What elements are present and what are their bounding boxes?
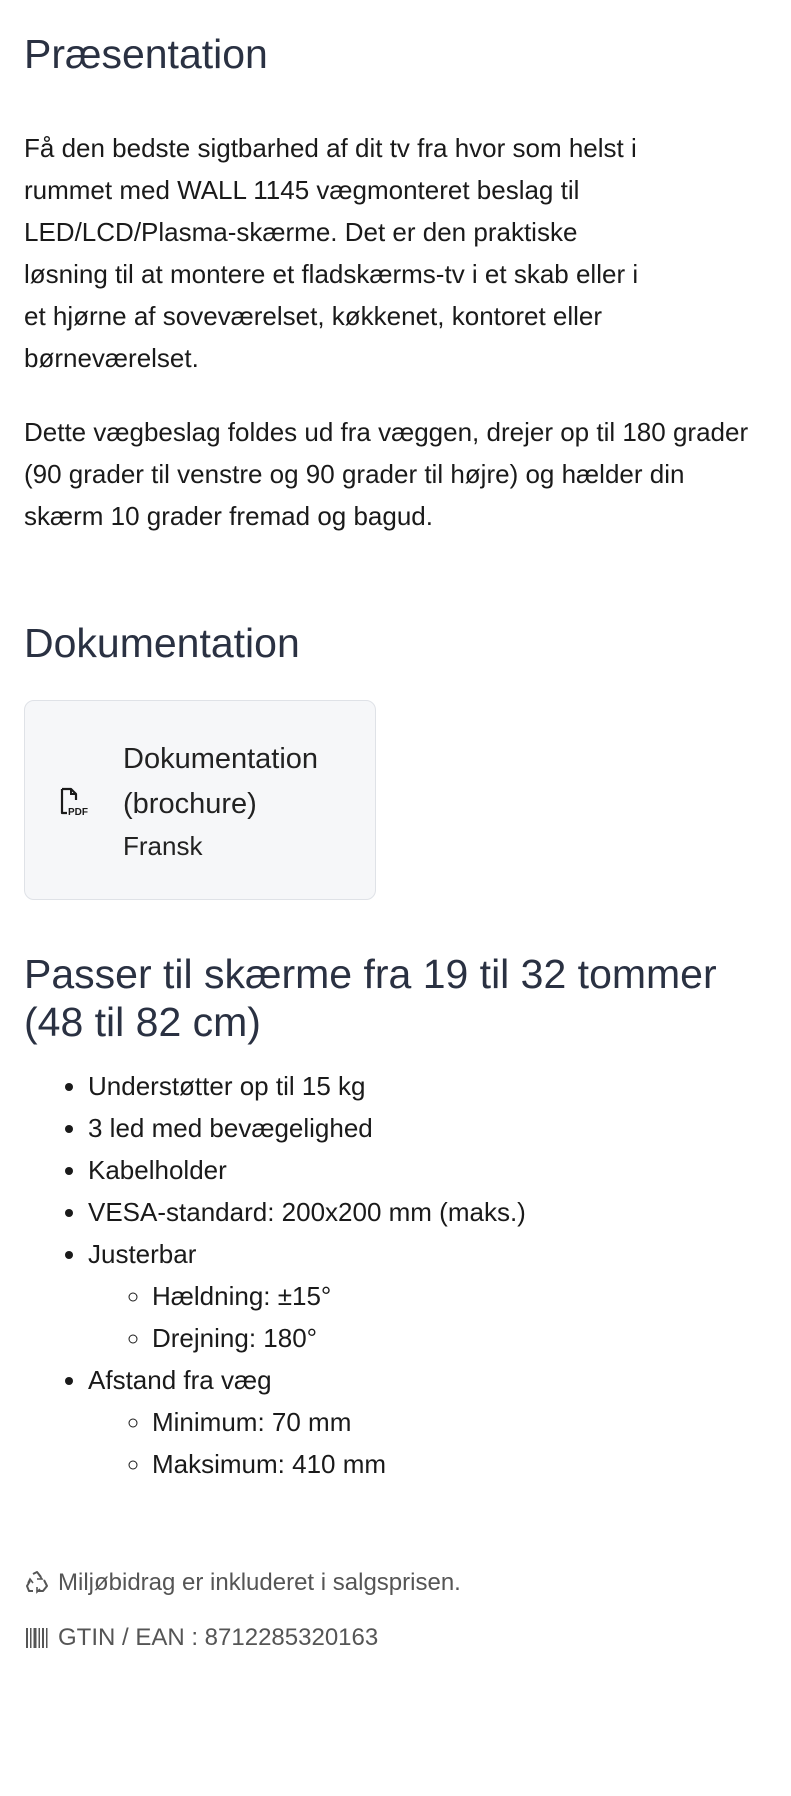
recycle-icon — [24, 1570, 50, 1596]
gtin-text: GTIN / EAN : 8712285320163 — [58, 1624, 379, 1651]
spec-item-label: 3 led med bevægelighed — [88, 1113, 373, 1143]
barcode-icon — [24, 1626, 50, 1650]
spec-item — [88, 1107, 526, 1149]
pdf-icon — [59, 787, 91, 817]
presentation-paragraph: Få den bedste sigtbarhed af dit tv fra hvor som helst i rummet med WALL 1145 vægmonteret beslag til LED/LCD/Plasma-skærme. Det er den praktiske løsning til at montere et fladskærms-tv i et skab eller i et hjørne af soveværelset, køkkenet, kontoret eller børneværelset. — [24, 133, 639, 373]
spec-sublist — [88, 1275, 526, 1359]
documentation-card[interactable] — [24, 700, 376, 900]
spec-item-label: Understøtter op til 15 kg — [88, 1071, 366, 1101]
spec-item — [88, 1359, 526, 1485]
fits-heading: Passer til skærme fra 19 til 32 tommer (48 til 82 cm) — [24, 951, 717, 1045]
documentation-title: Dokumentation (brochure) — [123, 743, 319, 820]
spec-subitem: ◦ Drejning: 180° — [152, 1317, 526, 1359]
documentation-language: Fransk — [123, 831, 203, 861]
spec-item-label: VESA-standard: 200x200 mm (maks.) — [88, 1197, 526, 1227]
presentation-paragraph: Dette vægbeslag foldes ud fra væggen, drejer op til 180 grader (90 grader til venstre og 90 grader til højre) og hælder din skærm 10 grader fremad og bagud. — [24, 417, 749, 531]
eco-contribution-note — [24, 1567, 461, 1599]
spec-subitem: ◦ Maksimum: 410 mm — [152, 1443, 526, 1485]
presentation-heading: Præsentation — [24, 31, 268, 77]
gtin-line — [24, 1622, 378, 1654]
spec-item — [88, 1065, 526, 1107]
spec-item-label: Kabelholder — [88, 1155, 227, 1185]
eco-contribution-text: Miljøbidrag er inkluderet i salgsprisen. — [58, 1569, 461, 1596]
spec-list — [24, 1065, 526, 1485]
documentation-heading: Dokumentation — [24, 620, 300, 666]
spec-item-label: Afstand fra væg — [88, 1365, 272, 1395]
spec-subitem: ◦ Hældning: ±15° — [152, 1275, 526, 1317]
spec-item-label: Justerbar — [88, 1239, 197, 1269]
spec-item — [88, 1233, 526, 1359]
spec-subitem: ◦ Minimum: 70 mm — [152, 1401, 526, 1443]
documentation-card-text — [123, 737, 363, 865]
spec-item — [88, 1191, 526, 1233]
svg-text:PDF: PDF — [68, 807, 88, 817]
spec-item — [88, 1149, 526, 1191]
spec-sublist — [88, 1401, 526, 1485]
